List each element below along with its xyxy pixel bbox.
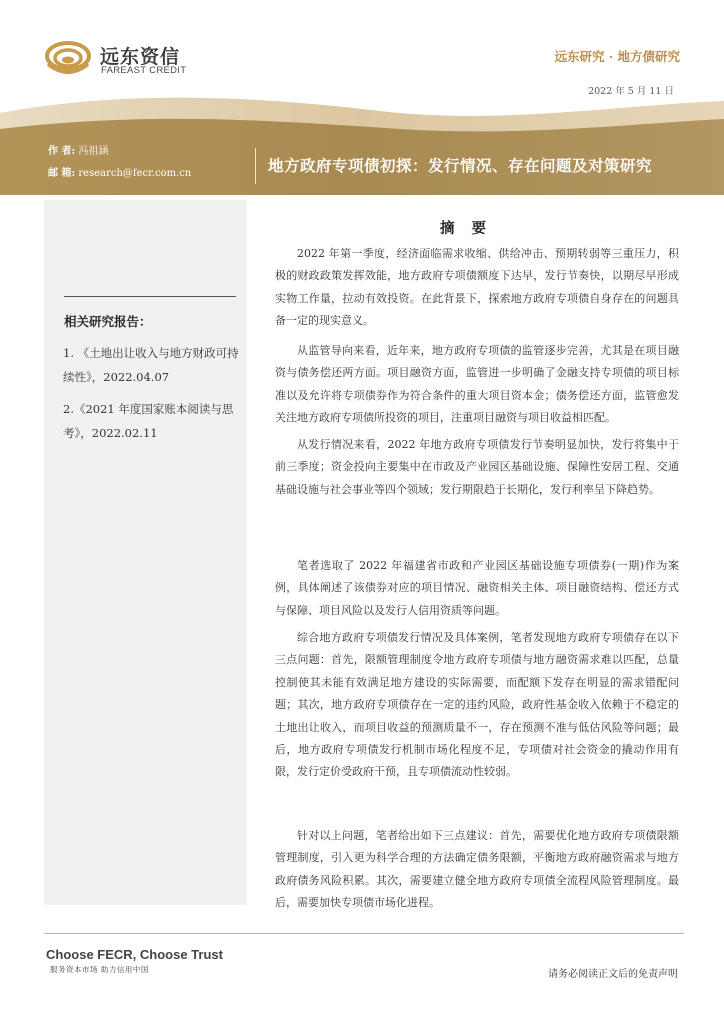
footer-sub-slogan: 服务资本市场 助力信用中国	[50, 965, 149, 974]
abstract-paragraph: 针对以上问题，笔者给出如下三点建议：首先，需要优化地方政府专项债限额管理制度，引入更为科学合理的方法确定债务限额，平衡地方政府融资需求与地方政府债务风险积累。其次，需要建立健全地方政府专项债全流程风险管理制度。最后，需要加快专项债市场化进程。	[275, 829, 679, 910]
page-header	[0, 0, 724, 100]
abstract-paragraph: 综合地方政府专项债发行情况及具体案例，笔者发现地方政府专项债存在以下三点问题：首先，限额管理制度令地方政府专项债与地方融资需求难以匹配，总量控制使其未能有效满足地方建设的实际需要，而配额下发存在明显的需求错配问题；其次，地方政府专项债存在一定的违约风险，政府性基金收入依赖于不稳定的土地出让收入，而项目收益的预测质量不一，存在预测不准与低估风险等问题；最后，地方政府专项债发行机制市场化程度不足，专项债对社会资金的撬动作用有限，发行定价受政府干预，且专项债流动性较弱。	[275, 631, 679, 779]
author-line	[48, 142, 108, 157]
abstract-paragraph: 从发行情况来看，2022 年地方政府专项债发行节奏明显加快，发行将集中于前三季度；资金投向主要集中在市政及产业园区基础设施、保障性安居工程、交通基础设施与社会事业等四个领域；发行期限趋于长期化，发行利率呈下降趋势。	[275, 438, 679, 496]
related-report-item[interactable]: 2.《2021 年度国家账本阅读与思考》，2022.02.11	[63, 402, 234, 440]
related-report-item[interactable]: 1. 《土地出让收入与地方财政可持续性》，2022.04.07	[63, 346, 239, 384]
email-label: 邮 箱:	[48, 168, 76, 179]
sidebar-divider	[64, 296, 236, 297]
report-title: 地方政府专项债初探：发行情况、存在问题及对策研究	[268, 156, 653, 175]
author-label: 作 者:	[48, 146, 76, 157]
company-logo	[44, 40, 204, 80]
abstract-paragraph: 2022 年第一季度，经济面临需求收缩、供给冲击、预期转弱等三重压力，积极的财政政策发挥效能，地方政府专项债额度下达早，发行节奏快，以期尽早形成实物工作量，拉动有效投资。在此背景下，探索地方政府专项债自身存在的问题具备一定的现实意义。	[275, 247, 679, 328]
footer-disclaimer: 请务必阅读正文后的免责声明	[548, 969, 678, 980]
related-reports-heading: 相关研究报告：	[64, 314, 152, 329]
footer-divider	[44, 933, 684, 934]
fareast-logo-icon	[44, 40, 92, 80]
report-date: 2022 年 5 月 11 日	[588, 86, 674, 97]
footer-slogan: Choose FECR, Choose Trust	[46, 947, 223, 962]
banner-wave-shape	[0, 95, 724, 195]
title-divider	[255, 148, 256, 184]
email-address[interactable]: research@fecr.com.cn	[78, 168, 192, 179]
abstract-title: 摘 要	[440, 220, 493, 237]
email-line	[48, 164, 191, 179]
related-reports-sidebar	[44, 200, 247, 905]
abstract-paragraph: 从监管导向来看，近年来，地方政府专项债的监管逐步完善，尤其是在项目融资与债务偿还两方面。项目融资方面，监管进一步明确了金融支持专项债的项目标准以及允许将专项债券作为符合条件的重大项目资本金；债务偿还方面，监管愈发关注地方政府专项债所投资的项目，注重项目融资与项目收益相匹配。	[275, 344, 679, 425]
author-name: 冯祖涵	[78, 146, 109, 157]
title-banner	[0, 95, 724, 195]
research-series: 远东研究 · 地方债研究	[554, 49, 680, 64]
logo-english-name: FAREAST CREDIT	[101, 65, 187, 76]
abstract-paragraph: 笔者选取了 2022 年福建省市政和产业园区基础设施专项债券(一期)作为案例，具体阐述了该债券对应的项目情况、融资相关主体、项目融资结构、偿还方式与保障、项目风险以及发行人信用资质等问题。	[275, 559, 679, 617]
logo-chinese-name: 远东资信	[100, 46, 181, 68]
